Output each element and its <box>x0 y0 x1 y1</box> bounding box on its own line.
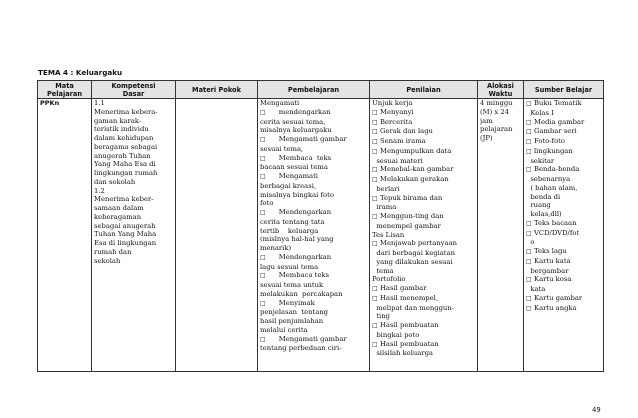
list-item-text: dari berbagai kegiatan <box>372 249 455 257</box>
list-item <box>260 182 367 191</box>
list-item-text: yang dilakukan sesuai <box>372 257 453 266</box>
checkbox-bullet-icon: □ <box>372 194 378 202</box>
list-item-text: tentang perbedaan ciri- <box>260 344 342 353</box>
list-item <box>260 308 367 317</box>
list-item-text: melipat dan menggun- <box>372 303 454 312</box>
header-text-line: Alokasi <box>487 81 514 90</box>
list-item <box>526 201 601 210</box>
checkbox-bullet-icon: □ <box>526 128 532 136</box>
checkbox-bullet-icon: □ <box>526 304 532 312</box>
cell-pembelajaran <box>258 99 370 372</box>
cell-text-line: rumah dan <box>94 247 132 256</box>
list-item-text: berbagai kreasi, <box>260 181 317 190</box>
list-item <box>372 99 475 108</box>
list-item <box>372 275 475 284</box>
list-item-text: sebenarnya <box>526 175 571 183</box>
checkbox-bullet-icon: □ <box>372 138 378 145</box>
checkbox-bullet-icon: □ <box>372 176 378 183</box>
cell-text-line: (M) x 24 <box>480 107 510 116</box>
header-mata-pelajaran <box>38 81 92 99</box>
list-item-text: Kartu kata <box>534 256 571 265</box>
list-item <box>372 157 475 166</box>
table-row <box>38 99 604 372</box>
list-item-text: Teks lagu <box>534 247 567 255</box>
list-item-text: lingkungan <box>534 146 573 155</box>
checkbox-bullet-icon: □ <box>260 173 266 180</box>
list-item-text: (mislnya hal-hal yang <box>260 235 334 244</box>
list-item-text: sesuai tema untuk <box>260 281 324 289</box>
list-item <box>260 244 367 253</box>
list-item <box>260 281 367 290</box>
list-item <box>372 340 475 350</box>
list-item <box>526 165 601 175</box>
list-item <box>260 271 367 281</box>
list-item-text: bingkai poto <box>372 330 420 339</box>
checkbox-bullet-icon: □ <box>526 248 532 255</box>
list-item-text: berlari <box>372 184 400 193</box>
list-item <box>372 321 475 331</box>
cell-text-line: Esa di lingkungan <box>94 239 157 247</box>
checkbox-bullet-icon: □ <box>372 128 378 136</box>
list-item <box>526 184 601 193</box>
list-item-text: menarik) <box>260 244 292 252</box>
list-item <box>372 267 475 276</box>
list-item-text: bergambar <box>526 266 569 275</box>
list-item <box>526 219 601 229</box>
list-item <box>372 118 475 128</box>
list-item-text: Kartu angka <box>534 303 577 312</box>
cell-text-line: lingkungan rumah <box>94 169 158 177</box>
list-item-text: hasil penjumlahan <box>260 317 324 325</box>
checkbox-bullet-icon: □ <box>372 294 378 302</box>
list-item-text: Mendengarkan <box>268 252 332 261</box>
header-text-line: Waktu <box>488 89 513 98</box>
list-item-text: Menyanyi <box>380 107 414 116</box>
list-item <box>372 294 475 304</box>
list-item-text: Foto-foto <box>534 137 565 145</box>
list-item-text: silsilah keluarga <box>372 349 433 358</box>
checkbox-bullet-icon: □ <box>260 253 266 261</box>
list-item <box>260 145 367 154</box>
list-item-text: Menebal-kan gambar <box>380 165 454 174</box>
cell-penilaian <box>370 99 478 372</box>
checkbox-bullet-icon: □ <box>526 257 532 265</box>
table-header-row <box>38 81 604 99</box>
list-item <box>260 108 367 118</box>
cell-text-line: pelajaran <box>480 125 513 134</box>
list-item-text: Hasil gambar <box>380 284 427 292</box>
cell-text-line: (JP) <box>480 134 493 142</box>
checkbox-bullet-icon: □ <box>526 138 532 145</box>
list-item-text: sekitar <box>526 156 555 165</box>
list-item-text: Hasil menempel, <box>380 293 438 302</box>
list-item <box>260 163 367 172</box>
list-item-text: ting <box>372 312 390 321</box>
list-item <box>526 157 601 166</box>
list-item-text: Bercerita <box>380 117 413 126</box>
list-item <box>526 99 601 109</box>
list-item <box>526 294 601 304</box>
list-item-text: Mengamati <box>268 172 318 180</box>
list-item-text: Menjawab pertanyaan <box>380 239 458 248</box>
header-penilaian <box>370 81 478 99</box>
list-item-text: Melakukan gerakan <box>380 175 449 183</box>
list-item-text: melalui cerita <box>260 325 308 334</box>
list-item <box>260 290 367 299</box>
list-item <box>526 285 601 294</box>
header-materi-pokok <box>176 81 258 99</box>
checkbox-bullet-icon: □ <box>372 166 378 174</box>
list-item <box>526 127 601 137</box>
checkbox-bullet-icon: □ <box>372 340 378 348</box>
list-item-text: kata <box>526 285 546 293</box>
cell-kompetensi-dasar <box>92 99 176 372</box>
list-item <box>372 249 475 258</box>
list-item-text: Hasil pembuatan <box>380 321 439 329</box>
list-item <box>260 118 367 127</box>
list-item <box>372 239 475 249</box>
list-item <box>526 175 601 184</box>
list-item-text: sesuai tema, <box>260 144 304 153</box>
list-item <box>372 231 475 240</box>
cell-text-line: gaman karak- <box>94 116 142 125</box>
list-item-text: penjelasan tentang <box>260 308 328 317</box>
list-item-text: bacaan sesuai tema <box>260 163 328 172</box>
cell-materi-pokok <box>176 99 258 372</box>
list-item-text: irama <box>372 203 397 212</box>
cell-text-line: 1.2 <box>94 186 105 195</box>
list-item <box>260 172 367 182</box>
list-item-text: kelas,dll) <box>526 210 562 218</box>
checkbox-bullet-icon: □ <box>526 118 532 126</box>
list-item <box>260 126 367 135</box>
checkbox-bullet-icon: □ <box>260 272 266 280</box>
checkbox-bullet-icon: □ <box>372 108 378 116</box>
list-item <box>372 108 475 118</box>
list-item <box>372 222 475 231</box>
cell-sumber-belajar <box>524 99 604 372</box>
cell-text-line: anugerah Tuhan <box>94 151 151 160</box>
list-item-text: Kelas I <box>526 108 554 117</box>
cell-text-line: jam <box>480 116 493 125</box>
list-item-text: Mendengarkan <box>268 208 332 216</box>
list-item-text: Hasil pembuatan <box>380 339 439 348</box>
list-item <box>526 267 601 276</box>
cell-text-line: 1.1 <box>94 99 105 107</box>
list-item-text: Buku Tematik <box>534 99 582 107</box>
list-item <box>526 118 601 128</box>
list-item <box>260 218 367 227</box>
list-item-text: Mengumpulkan data <box>380 146 452 155</box>
header-sumber-belajar <box>524 81 604 99</box>
list-item <box>372 304 475 313</box>
list-item <box>260 208 367 218</box>
checkbox-bullet-icon: □ <box>372 147 378 155</box>
list-item-text: Kartu gambar <box>534 293 583 302</box>
list-item-text: Membaca teks <box>268 271 330 280</box>
list-item <box>526 247 601 257</box>
list-item <box>372 175 475 185</box>
list-item-text: Tes Lisan <box>372 230 405 239</box>
list-item <box>372 312 475 321</box>
list-item-text: Menyimak <box>268 298 315 307</box>
list-item <box>260 344 367 353</box>
list-item <box>372 165 475 175</box>
list-item <box>260 227 367 236</box>
list-item-text: Gambar seri <box>534 127 577 136</box>
checkbox-bullet-icon: □ <box>372 285 378 292</box>
list-item <box>372 185 475 194</box>
checkbox-bullet-icon: □ <box>260 136 266 143</box>
list-item-text: Teks bacaan <box>534 218 577 227</box>
list-item-text: tertib keluarga <box>260 226 319 235</box>
list-item-text: benda di <box>526 192 561 201</box>
checkbox-bullet-icon: □ <box>372 240 378 248</box>
checkbox-bullet-icon: □ <box>260 299 266 307</box>
document-title: TEMA 4 : Keluargaku <box>38 68 123 77</box>
cell-text-line: beragama sebagai <box>94 142 158 151</box>
list-item <box>372 147 475 157</box>
header-text-line: Pembelajaran <box>287 85 340 94</box>
list-item <box>526 275 601 285</box>
list-item <box>260 235 367 244</box>
list-item <box>526 238 601 247</box>
cell-text-line: keberagaman <box>94 212 142 221</box>
list-item <box>260 154 367 164</box>
list-item-text: Media gambar <box>534 117 585 126</box>
cell-subject: PPKn <box>38 99 92 372</box>
header-kompetensi-dasar <box>92 81 176 99</box>
list-item-text: misalnya bingkai foto <box>260 190 334 199</box>
list-item-text: Tepuk birama dan <box>380 193 443 202</box>
cell-text-line: 4 minggu <box>480 99 513 107</box>
list-item-text: Portofolio <box>372 275 406 284</box>
list-item-text: foto <box>260 199 274 208</box>
cell-text-line: dan sekolah <box>94 177 136 186</box>
cell-text-line: sekolah <box>94 256 121 265</box>
list-item <box>260 317 367 326</box>
list-item-text: melakukan percakapan <box>260 289 343 298</box>
checkbox-bullet-icon: □ <box>372 322 378 329</box>
list-item-text: o <box>526 238 535 247</box>
list-item <box>372 194 475 204</box>
header-text-line: Mata <box>55 81 74 90</box>
list-item-text: lagu sesuai tema <box>260 262 319 271</box>
list-item <box>526 193 601 202</box>
list-item <box>260 99 367 108</box>
header-text-line: Kompetensi <box>111 81 156 90</box>
list-item-text: cerita tentang tata <box>260 217 325 226</box>
cell-alokasi-waktu <box>478 99 524 372</box>
list-item-text: Gerak dan lagu <box>380 127 433 136</box>
header-text-line: Materi Pokok <box>192 85 241 94</box>
cell-text-line: teristik individu <box>94 125 149 134</box>
cell-text-line: Menerima keber- <box>94 195 154 204</box>
list-item-text: VCD/DVD/fot <box>534 228 580 237</box>
header-text-line: Penilaian <box>406 85 441 94</box>
list-item-text: Benda-benda <box>534 165 580 174</box>
checkbox-bullet-icon: □ <box>260 108 266 116</box>
cell-text-line: Yang Maha Esa di <box>94 160 156 169</box>
list-item-text: ruang <box>526 201 551 210</box>
checkbox-bullet-icon: □ <box>526 219 532 227</box>
checkbox-bullet-icon: □ <box>526 276 532 284</box>
list-item <box>260 326 367 335</box>
list-item <box>526 147 601 157</box>
list-item <box>372 258 475 267</box>
checkbox-bullet-icon: □ <box>526 166 532 174</box>
list-item-text: Unjuk kerja <box>372 99 413 107</box>
header-text-line: Sumber Belajar <box>534 85 593 94</box>
list-item <box>372 137 475 147</box>
list-item <box>372 203 475 212</box>
list-item-text: Senam irama <box>380 137 426 145</box>
list-item-text: sesuai materi <box>372 156 423 165</box>
list-item <box>260 191 367 200</box>
list-item-text: Kartu kosa <box>534 275 572 284</box>
list-item <box>526 109 601 118</box>
checkbox-bullet-icon: □ <box>260 154 266 162</box>
list-item-text: Menggun-ting dan <box>380 212 444 220</box>
checkbox-bullet-icon: □ <box>526 229 532 237</box>
cell-text-line: Tuhan Yang Maha <box>94 230 157 239</box>
checkbox-bullet-icon: □ <box>372 118 378 126</box>
list-item-text: mendengarkan <box>268 107 331 116</box>
checkbox-bullet-icon: □ <box>526 147 532 155</box>
list-item <box>260 299 367 309</box>
list-item-text: cerita sesuai tema, <box>260 117 326 126</box>
checkbox-bullet-icon: □ <box>260 335 266 343</box>
curriculum-table <box>37 80 604 372</box>
list-item <box>372 212 475 222</box>
list-item <box>260 263 367 272</box>
list-item-text: Mengamati gambar <box>268 334 347 343</box>
list-item-text: Mengamati <box>260 99 300 107</box>
cell-text-line: Menerima kebera- <box>94 107 158 116</box>
page-number: 49 <box>592 406 601 414</box>
checkbox-bullet-icon: □ <box>526 100 532 107</box>
list-item-text: Mengamati gambar <box>268 135 347 143</box>
list-item <box>260 253 367 263</box>
checkbox-bullet-icon: □ <box>260 209 266 216</box>
list-item <box>526 229 601 239</box>
cell-text-line: sebagai anugerah <box>94 221 156 230</box>
list-item-text: tema <box>372 266 394 275</box>
list-item <box>260 135 367 145</box>
checkbox-bullet-icon: □ <box>526 294 532 302</box>
list-item <box>526 210 601 219</box>
list-item <box>526 304 601 314</box>
list-item <box>260 199 367 208</box>
list-item-text: menempel gambar <box>372 221 441 230</box>
list-item-text: misalnya keluargaku <box>260 126 332 135</box>
cell-text-line: samaan dalam <box>94 204 144 212</box>
header-pembelajaran <box>258 81 370 99</box>
list-item <box>526 137 601 147</box>
checkbox-bullet-icon: □ <box>372 213 378 220</box>
list-item <box>526 257 601 267</box>
list-item <box>372 349 475 358</box>
list-item <box>372 127 475 137</box>
list-item <box>260 335 367 345</box>
header-alokasi-waktu <box>478 81 524 99</box>
list-item-text: Membaca teks <box>268 153 332 162</box>
header-text-line: Dasar <box>122 89 145 98</box>
list-item-text: ( bahan alam, <box>526 183 578 192</box>
header-text-line: Pelajaran <box>46 89 83 98</box>
list-item <box>372 331 475 340</box>
cell-text-line: dalam kehidupan <box>94 134 154 142</box>
list-item <box>372 284 475 294</box>
